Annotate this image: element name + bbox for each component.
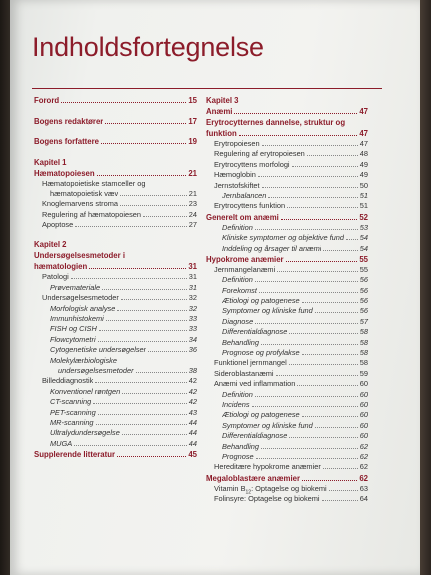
toc-entry[interactable] — [206, 400, 368, 410]
toc-dot-leader — [277, 271, 358, 272]
toc-dot-leader — [323, 468, 358, 469]
toc-dot-leader — [255, 229, 358, 230]
toc-page-number: 53 — [359, 222, 368, 232]
toc-dot-leader — [121, 299, 187, 300]
toc-entry-title: Konventionel røntgen — [50, 386, 121, 396]
toc-entry[interactable] — [206, 191, 368, 201]
toc-entry[interactable] — [206, 390, 368, 400]
toc-entry[interactable] — [34, 408, 197, 418]
toc-entry[interactable] — [206, 254, 368, 265]
toc-entry[interactable] — [206, 421, 368, 431]
toc-entry-title: Megaloblastære anæmier — [206, 473, 301, 483]
toc-entry[interactable] — [206, 442, 368, 452]
toc-entry-title: Bogens redaktører — [34, 116, 104, 126]
toc-entry[interactable] — [34, 345, 197, 355]
toc-page-number: 38 — [188, 365, 197, 375]
toc-dot-leader — [302, 354, 358, 355]
toc-entry[interactable] — [206, 379, 368, 389]
toc-entry[interactable] — [206, 473, 368, 484]
toc-page-number: 60 — [359, 389, 368, 399]
toc-entry[interactable] — [206, 431, 368, 441]
toc-entry-title: Prognose — [222, 451, 254, 461]
toc-dot-leader — [302, 302, 358, 303]
toc-dot-leader — [307, 155, 358, 156]
toc-entry-title: Hæmatopoiesen — [34, 168, 95, 178]
toc-entry-title: CT-scanning — [50, 397, 92, 407]
toc-spacer — [34, 148, 197, 157]
toc-dot-leader — [289, 364, 358, 365]
toc-entry-title: Ætiologi og patogenese — [222, 410, 300, 420]
toc-entry-title: Anæmi — [206, 107, 233, 116]
toc-page-number: 62 — [359, 441, 368, 451]
page-title: Indholdsfortegnelse — [32, 32, 264, 62]
toc-page-number: 51 — [359, 190, 368, 200]
toc-entry-title: Definition — [222, 222, 253, 232]
toc-entry-title: Erytropoiesen — [214, 139, 260, 148]
toc-entry[interactable] — [206, 452, 368, 462]
toc-page-number: 51 — [359, 201, 368, 211]
toc-entry-title: MR-scanning — [50, 417, 94, 427]
toc-page-number: 17 — [188, 116, 197, 126]
toc-entry-title: PET-scanning — [50, 407, 96, 417]
toc-page-number: 33 — [188, 314, 197, 324]
toc-dot-leader — [239, 135, 358, 136]
toc-dot-leader — [61, 102, 186, 103]
toc-page-number: 36 — [188, 345, 197, 355]
toc-dot-leader — [95, 382, 186, 383]
toc-dot-leader — [122, 393, 187, 394]
toc-entry[interactable] — [206, 348, 368, 358]
toc-dot-leader — [315, 427, 358, 428]
toc-page-number: 56 — [359, 275, 368, 285]
toc-entry-title: Jernbalancen — [222, 190, 267, 200]
toc-entry-title: Forord — [34, 96, 60, 105]
toc-page-number: 60 — [359, 379, 368, 389]
toc-entry-title: Inddeling og årsager til anæmi — [222, 243, 322, 253]
toc-page-number: 47 — [359, 129, 368, 138]
toc-page-number: 44 — [188, 428, 197, 438]
toc-entry-title: Forekomst — [222, 285, 257, 295]
toc-entry[interactable] — [206, 170, 368, 180]
toc-entry[interactable] — [206, 128, 368, 139]
toc-page-number: 49 — [359, 159, 368, 169]
toc-entry[interactable] — [34, 418, 197, 428]
toc-page-number: 58 — [359, 358, 368, 368]
toc-dot-leader — [292, 166, 358, 167]
toc-dot-leader — [289, 437, 357, 438]
toc-entry[interactable] — [206, 275, 368, 285]
toc-dot-leader — [255, 396, 358, 397]
book-page — [10, 0, 420, 575]
toc-page-number: 50 — [359, 180, 368, 190]
toc-dot-leader — [258, 176, 358, 177]
toc-page-number: 64 — [359, 494, 368, 504]
toc-page-number: 43 — [188, 407, 197, 417]
toc-chapter-heading: Undersøgelsesmetoder i — [34, 251, 125, 261]
toc-dot-leader — [281, 219, 358, 220]
toc-page-number: 57 — [359, 316, 368, 326]
toc-dot-leader — [75, 226, 187, 227]
toc-dot-leader — [102, 289, 187, 290]
desk-background-right — [419, 0, 431, 575]
toc-page-number: 27 — [188, 220, 197, 230]
toc-entry[interactable] — [206, 369, 368, 379]
toc-dot-leader — [302, 416, 358, 417]
toc-entry[interactable] — [34, 428, 197, 438]
toc-dot-leader — [268, 197, 357, 198]
toc-dot-leader — [302, 480, 357, 481]
toc-entry-title: Hereditære hypokrome anæmier — [214, 462, 321, 472]
toc-dot-leader — [136, 372, 187, 373]
toc-spacer — [34, 127, 197, 136]
toc-page-number: 55 — [359, 264, 368, 274]
toc-dot-leader — [106, 320, 187, 321]
toc-dot-leader — [322, 500, 358, 501]
toc-page-number: 58 — [359, 327, 368, 337]
toc-dot-leader — [96, 424, 187, 425]
toc-entry-title: Immunhistokemi — [50, 314, 104, 324]
toc-page-number: 54 — [359, 243, 368, 253]
toc-dot-leader — [117, 310, 186, 311]
toc-dot-leader — [286, 261, 358, 262]
toc-page-number: 24 — [188, 209, 197, 219]
toc-entry-title: Jernstofskiftet — [214, 180, 260, 190]
toc-page-number: 44 — [188, 417, 197, 427]
toc-entry-title: Undersøgelsesmetoder — [42, 293, 119, 303]
toc-entry-title: Folinsyre: Optagelse og biokemi — [214, 494, 320, 504]
toc-dot-leader — [93, 403, 187, 404]
toc-right-column — [206, 95, 368, 505]
toc-page-number: 56 — [359, 306, 368, 316]
toc-entry[interactable] — [206, 149, 368, 159]
toc-page-number: 44 — [188, 438, 197, 448]
toc-page-number: 60 — [359, 410, 368, 420]
toc-entry-title: Differentialdiagnose — [222, 327, 288, 337]
toc-entry[interactable] — [34, 366, 197, 376]
toc-entry[interactable] — [206, 212, 368, 223]
toc-left-column — [34, 95, 197, 460]
toc-page-number: 52 — [359, 212, 368, 222]
toc-entry-title: Morfologisk analyse — [50, 303, 116, 313]
toc-entry-title: Behandling — [222, 441, 259, 451]
toc-entry-title: Symptomer og kliniske fund — [222, 420, 313, 430]
toc-dot-leader — [122, 434, 187, 435]
toc-dot-leader — [297, 385, 357, 386]
toc-entry[interactable] — [206, 106, 368, 117]
toc-entry-title: Vitamin $B_{12}$: Optagelse og biokemi — [214, 483, 327, 496]
toc-entry-title: Cytogenetiske undersøgelser — [50, 345, 147, 355]
toc-entry-title: Prøvemateriale — [50, 282, 101, 292]
toc-page-number: 60 — [359, 420, 368, 430]
toc-entry[interactable] — [206, 244, 368, 254]
toc-entry[interactable] — [206, 462, 368, 472]
toc-entry-title: hæmatopoietisk væv — [50, 188, 119, 198]
toc-entry[interactable] — [34, 449, 197, 460]
toc-chapter-heading: Erytrocytternes dannelse, struktur og — [206, 118, 346, 127]
toc-entry[interactable] — [34, 283, 197, 293]
toc-page-number: 34 — [188, 334, 197, 344]
toc-page-number: 21 — [188, 168, 197, 178]
toc-entry[interactable] — [34, 397, 197, 407]
toc-entry[interactable] — [206, 327, 368, 337]
toc-dot-leader — [315, 312, 358, 313]
toc-entry-title: Definition — [222, 275, 253, 285]
toc-entry-title: Kliniske symptomer og objektive fund — [222, 233, 345, 243]
toc-dot-leader — [120, 205, 187, 206]
toc-entry-title: Behandling — [222, 337, 259, 347]
toc-page-number: 62 — [359, 451, 368, 461]
toc-entry-title: MUGA — [50, 438, 73, 448]
toc-dot-leader — [148, 351, 187, 352]
toc-entry-title: Funktionel jernmangel — [214, 358, 287, 368]
toc-entry[interactable] — [206, 265, 368, 275]
toc-dot-leader — [329, 490, 358, 491]
toc-dot-leader — [252, 406, 358, 407]
toc-entry-title: funktion — [206, 129, 237, 138]
toc-page-number: 42 — [188, 386, 197, 396]
toc-entry-title: Symptomer og kliniske fund — [222, 306, 313, 316]
toc-entry-title: Incidens — [222, 399, 250, 409]
toc-page-number: 42 — [188, 397, 197, 407]
toc-entry-title: Hæmatopoietiske stamceller og — [42, 178, 146, 188]
toc-page-number: 58 — [359, 337, 368, 347]
toc-entry[interactable] — [34, 293, 197, 303]
toc-page-number: 21 — [188, 188, 197, 198]
toc-entry[interactable] — [34, 387, 197, 397]
toc-entry-title: Differentialdiagnose — [222, 431, 288, 441]
toc-page-number: 47 — [359, 139, 368, 148]
toc-entry[interactable] — [206, 306, 368, 316]
toc-dot-leader — [71, 278, 187, 279]
toc-entry[interactable] — [34, 136, 197, 148]
toc-chapter-heading: Kapitel 1 — [34, 157, 67, 167]
toc-page-number: 19 — [188, 137, 197, 146]
toc-entry-title: Flowcytometri — [50, 334, 96, 344]
toc-dot-leader — [255, 281, 358, 282]
toc-dot-leader — [346, 239, 358, 240]
toc-dot-leader — [261, 344, 358, 345]
toc-entry-title: Prognose og profylakse — [222, 348, 300, 358]
toc-entry[interactable] — [206, 410, 368, 420]
toc-dot-leader — [323, 250, 357, 251]
toc-entry[interactable] — [206, 286, 368, 296]
toc-dot-leader — [143, 216, 187, 217]
toc-dot-leader — [99, 330, 187, 331]
toc-dot-leader — [259, 292, 358, 293]
toc-entry-title: Diagnose — [222, 316, 254, 326]
toc-entry-title: Sideroblastanæmi — [214, 368, 274, 378]
toc-page-number: 42 — [188, 376, 197, 386]
toc-page-number: 47 — [359, 107, 368, 116]
toc-entry[interactable] — [206, 358, 368, 368]
toc-entry[interactable] — [34, 220, 197, 230]
toc-entry[interactable] — [206, 233, 368, 243]
toc-entry-title: Ætiologi og patogenese — [222, 296, 300, 306]
toc-page-number: 55 — [359, 254, 368, 264]
toc-dot-leader — [234, 113, 357, 114]
toc-entry-title: Anæmi ved inflammation — [214, 379, 296, 389]
toc-page-number: 60 — [359, 431, 368, 441]
toc-entry[interactable] — [206, 181, 368, 191]
toc-entry[interactable] — [34, 199, 197, 209]
toc-dot-leader — [101, 143, 186, 144]
toc-entry[interactable] — [206, 160, 368, 170]
toc-entry[interactable] — [206, 338, 368, 348]
toc-entry-title: undersøgelsesmetoder — [58, 365, 134, 375]
toc-page-number: 15 — [188, 96, 197, 105]
toc-page-number: 48 — [359, 149, 368, 159]
toc-page-number: 33 — [188, 324, 197, 334]
toc-entry[interactable] — [206, 494, 368, 504]
toc-entry[interactable] — [34, 314, 197, 324]
toc-page-number: 62 — [359, 473, 368, 483]
toc-page-number: 62 — [359, 462, 368, 472]
toc-entry-title: Apoptose — [42, 220, 74, 230]
toc-entry-title: Supplerende litteratur — [34, 450, 116, 460]
toc-page-number: 32 — [188, 303, 197, 313]
toc-entry[interactable] — [34, 95, 197, 107]
toc-page-number: 31 — [188, 282, 197, 292]
toc-entry[interactable] — [34, 376, 197, 386]
toc-entry-title: hæmatologien — [34, 262, 88, 272]
toc-entry-title: Billeddiagnostik — [42, 376, 94, 386]
toc-entry[interactable] — [34, 324, 197, 334]
toc-dot-leader — [120, 195, 187, 196]
toc-page-number: 32 — [188, 293, 197, 303]
toc-dot-leader — [289, 333, 357, 334]
toc-spacer — [34, 107, 197, 116]
toc-entry-title: Erytrocyttens morfologi — [214, 159, 290, 169]
toc-dot-leader — [256, 458, 358, 459]
toc-entry-title: Generelt om anæmi — [206, 212, 279, 222]
toc-entry[interactable] — [34, 189, 197, 199]
toc-entry[interactable] — [34, 304, 197, 314]
toc-dot-leader — [262, 145, 358, 146]
toc-entry[interactable] — [34, 439, 197, 449]
title-rule — [32, 88, 382, 89]
toc-spacer — [34, 230, 197, 239]
toc-entry-title: Jernmangelanæmi — [214, 264, 276, 274]
toc-entry-title: Erytrocyttens funktion — [214, 201, 286, 211]
toc-dot-leader — [261, 448, 358, 449]
toc-page-number: 58 — [359, 348, 368, 358]
toc-page-number: 23 — [188, 199, 197, 209]
toc-entry-title: Hypokrome anæmier — [206, 254, 284, 264]
toc-entry[interactable] — [206, 484, 368, 494]
toc-entry[interactable] — [206, 201, 368, 211]
toc-dot-leader — [74, 445, 187, 446]
toc-entry-title: Knoglemarvens stroma — [42, 199, 118, 209]
toc-entry-title: Regulering af hæmatopoiesen — [42, 209, 142, 219]
toc-dot-leader — [262, 187, 358, 188]
toc-dot-leader — [98, 414, 187, 415]
toc-entry[interactable] — [34, 116, 197, 128]
toc-entry-title: Ultralydundersøgelse — [50, 428, 120, 438]
toc-dot-leader — [287, 207, 358, 208]
toc-entry-title: FISH og CISH — [50, 324, 97, 334]
toc-page-number: 54 — [359, 233, 368, 243]
toc-dot-leader — [255, 323, 358, 324]
toc-entry[interactable] — [34, 210, 197, 220]
toc-dot-leader — [117, 456, 186, 457]
toc-entry[interactable] — [34, 356, 197, 366]
toc-entry[interactable] — [206, 223, 368, 233]
toc-page-number: 63 — [359, 483, 368, 493]
toc-dot-leader — [97, 175, 187, 176]
toc-page-number: 56 — [359, 296, 368, 306]
toc-page-number: 49 — [359, 170, 368, 180]
toc-entry[interactable] — [206, 139, 368, 149]
toc-page-number: 31 — [188, 272, 197, 282]
toc-dot-leader — [276, 375, 358, 376]
toc-chapter-heading: Kapitel 2 — [34, 240, 67, 250]
toc-entry[interactable] — [34, 168, 197, 179]
toc-entry[interactable] — [34, 179, 197, 189]
toc-entry[interactable] — [34, 335, 197, 345]
toc-page-number: 60 — [359, 399, 368, 409]
toc-page-number: 31 — [188, 262, 197, 272]
toc-entry-title: Patologi — [42, 272, 69, 282]
toc-dot-leader — [89, 268, 186, 269]
toc-entry[interactable] — [34, 261, 197, 272]
toc-entry-title: Bogens forfattere — [34, 137, 99, 146]
toc-entry[interactable] — [206, 296, 368, 306]
toc-entry[interactable] — [206, 317, 368, 327]
toc-entry-title: Regulering af erytropoiesen — [214, 149, 305, 159]
toc-page-number: 59 — [359, 368, 368, 378]
toc-page-number: 56 — [359, 285, 368, 295]
toc-entry-title: Definition — [222, 389, 253, 399]
toc-entry-title: Molekylærbiologiske — [50, 355, 117, 365]
toc-entry-title: Hæmoglobin — [214, 170, 256, 180]
toc-dot-leader — [98, 341, 187, 342]
toc-entry[interactable] — [34, 272, 197, 282]
toc-dot-leader — [105, 123, 186, 124]
toc-chapter-heading: Kapitel 3 — [206, 96, 239, 105]
toc-page-number: 45 — [188, 450, 197, 460]
